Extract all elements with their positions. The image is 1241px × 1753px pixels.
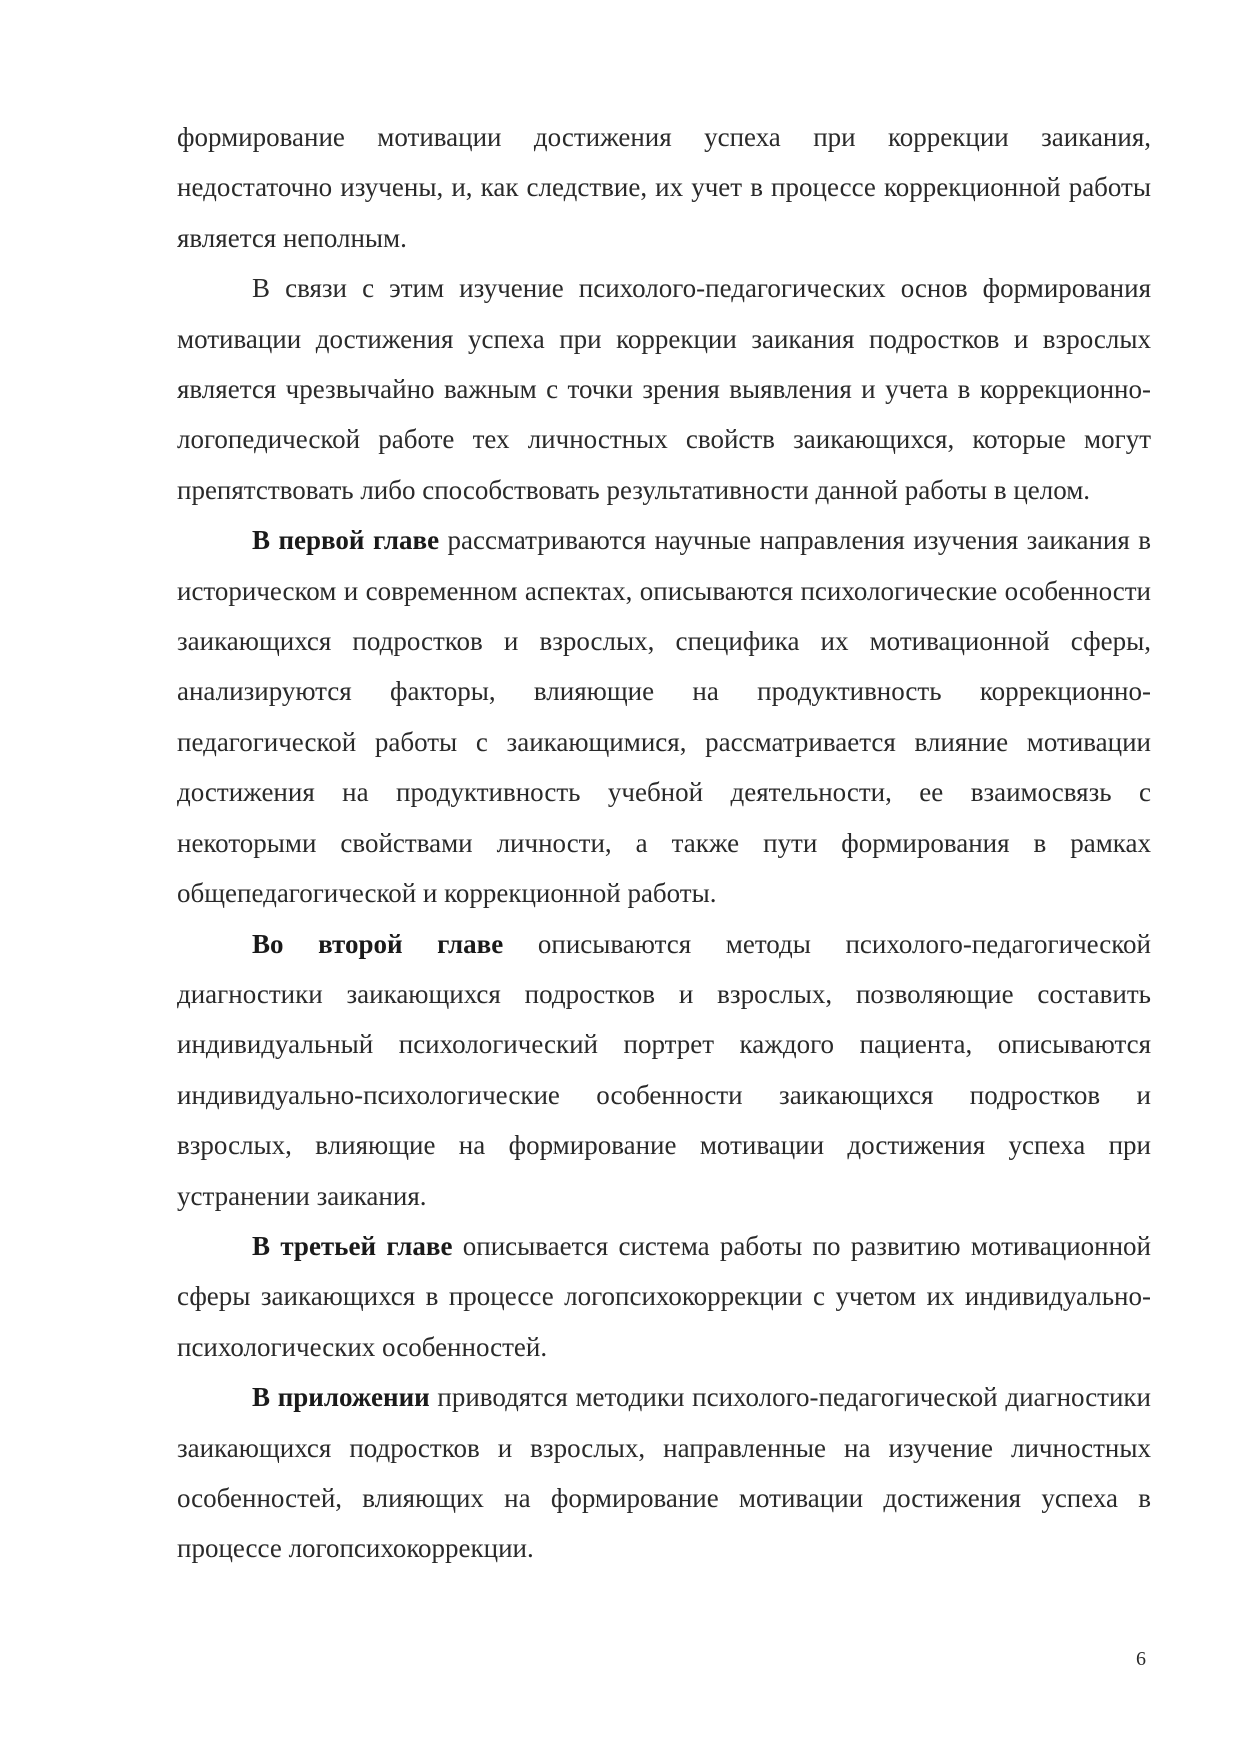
paragraph-lead: В первой главе [252, 525, 440, 556]
paragraph-text: описываются методы психолого-педагогической диагностики заикающихся подростков и взрослых, позволяющие составить индивидуальный психологический портрет каждого пациента, описываются индивидуально-психологические особенности заикающихся подростков и взрослых, влияющие на формирование мотивации достижения успеха при устранении заикания. [177, 928, 1151, 1211]
paragraph-chapter-3 [177, 1221, 1151, 1372]
paragraph-relevance [177, 263, 1151, 515]
paragraph-text: В связи с этим изучение психолого-педагогических основ формирования мотивации достижения успеха при коррекции заикания подростков и взрослых является чрезвычайно важным с точки зрения выявления и учета в коррекционно-логопедической работе тех личностных свойств заикающихся, которые могут препятствовать либо способствовать результативности данной работы в целом. [177, 273, 1151, 505]
paragraph-text: приводятся методики психолого-педагогической диагностики заикающихся подростков и взрослых, направленные на изучение личностных особенностей, влияющих на формирование мотивации достижения успеха в процессе логопсихокоррекции. [177, 1382, 1151, 1564]
paragraph-lead: В приложении [252, 1382, 430, 1413]
paragraph-chapter-1 [177, 515, 1151, 918]
paragraph-text: рассматриваются научные направления изучения заикания в историческом и современном аспектах, описываются психологические особенности заикающихся подростков и взрослых, специфика их мотивационной сферы, анализируются факторы, влияющие на продуктивность коррекционно-педагогической работы с заикающимися, рассматривается влияние мотивации достижения на продуктивность учебной деятельности, ее взаимосвязь с некоторыми свойствами личности, а также пути формирования в рамках общепедагогической и коррекционной работы. [177, 525, 1151, 909]
paragraph-lead: В третьей главе [252, 1230, 453, 1261]
paragraph-lead: Во второй главе [252, 928, 504, 959]
paragraph-text: описывается система работы по развитию мотивационной сферы заикающихся в процессе логопсихокоррекции с учетом их индивидуально-психологических особенностей. [177, 1230, 1151, 1362]
paragraph-intro-continuation [177, 112, 1151, 263]
document-body [177, 112, 1151, 1574]
paragraph-appendix [177, 1372, 1151, 1574]
paragraph-text: формирование мотивации достижения успеха при коррекции заикания, недостаточно изучены, и, как следствие, их учет в процессе коррекционной работы является неполным. [177, 122, 1151, 253]
paragraph-chapter-2 [177, 919, 1151, 1221]
page-number: 6 [1136, 1648, 1146, 1670]
